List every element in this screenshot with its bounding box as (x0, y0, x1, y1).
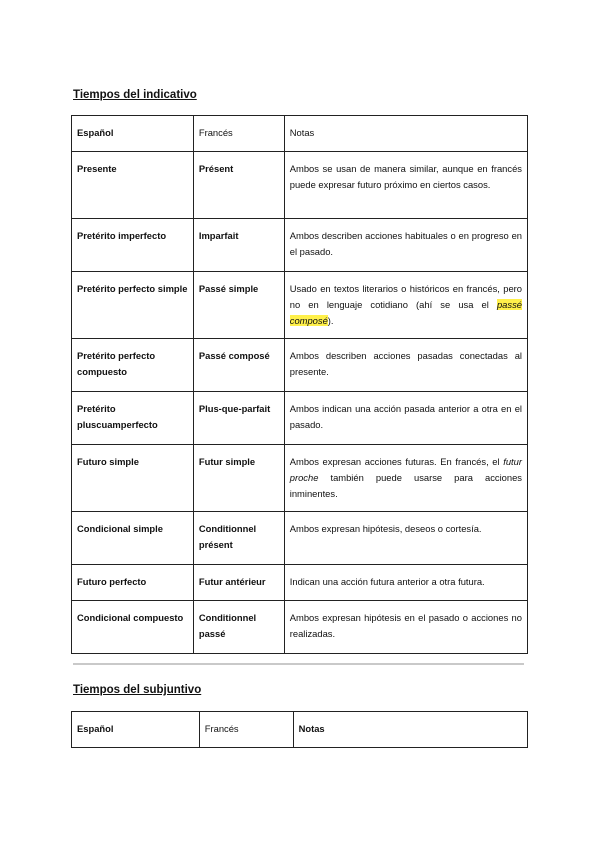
table-row (72, 392, 528, 445)
table-row (72, 152, 528, 219)
cell-notas: Ambos indican una acción pasada anterior a otra en el pasado. (284, 392, 527, 445)
cell-es: Condicional simple (72, 512, 194, 565)
notas-text: Usado en textos literarios o históricos en francés, pero no en lenguaje cotidiano (ahí se usa el (289, 283, 522, 310)
indicativo-table (71, 115, 528, 654)
cell-es: Pretérito pluscuamperfecto (72, 392, 194, 445)
cell-es: Futuro perfecto (72, 565, 194, 601)
header-espanol: Español (72, 712, 200, 748)
table-row (72, 601, 528, 654)
cell-es: Futuro simple (72, 445, 194, 512)
notas-text: también puede usarse para acciones inminentes. (289, 472, 522, 499)
italic-term: futur proche (289, 456, 522, 483)
table-row (72, 445, 528, 512)
indicativo-heading: Tiempos del indicativo (73, 89, 197, 101)
cell-notas: Ambos se usan de manera similar, aunque en francés puede expresar futuro próximo en ciertos casos. (284, 152, 527, 219)
table-row (72, 219, 528, 272)
cell-fr: Passé composé (193, 339, 284, 392)
header-notas: Notas (284, 116, 527, 152)
cell-fr: Conditionnel passé (193, 601, 284, 654)
cell-es: Pretérito imperfecto (72, 219, 194, 272)
subjuntivo-table (71, 711, 528, 748)
cell-notas (284, 445, 527, 512)
cell-notas: Ambos describen acciones pasadas conectadas al presente. (284, 339, 527, 392)
table-header-row (72, 712, 528, 748)
section-divider (73, 663, 524, 665)
table-row (72, 339, 528, 392)
cell-fr: Imparfait (193, 219, 284, 272)
highlighted-term: passé composé (289, 299, 522, 326)
cell-es: Pretérito perfecto compuesto (72, 339, 194, 392)
cell-es: Condicional compuesto (72, 601, 194, 654)
cell-fr: Passé simple (193, 272, 284, 339)
cell-fr: Conditionnel présent (193, 512, 284, 565)
table-row (72, 272, 528, 339)
cell-fr: Plus-que-parfait (193, 392, 284, 445)
table-row (72, 512, 528, 565)
header-espanol: Español (72, 116, 194, 152)
table-header-row (72, 116, 528, 152)
cell-fr: Présent (193, 152, 284, 219)
cell-es: Presente (72, 152, 194, 219)
cell-fr: Futur simple (193, 445, 284, 512)
header-frances: Francés (193, 116, 284, 152)
subjuntivo-heading: Tiempos del subjuntivo (73, 684, 202, 696)
cell-notas: Indican una acción futura anterior a otra futura. (284, 565, 527, 601)
header-notas: Notas (293, 712, 527, 748)
notas-text: ). (327, 315, 334, 326)
cell-notas (284, 272, 527, 339)
table-row (72, 565, 528, 601)
cell-fr: Futur antérieur (193, 565, 284, 601)
cell-notas: Ambos expresan hipótesis, deseos o cortesía. (284, 512, 527, 565)
cell-notas: Ambos expresan hipótesis en el pasado o acciones no realizadas. (284, 601, 527, 654)
notas-text: Ambos expresan acciones futuras. En francés, el (289, 456, 504, 467)
header-frances: Francés (199, 712, 293, 748)
cell-es: Pretérito perfecto simple (72, 272, 194, 339)
cell-notas: Ambos describen acciones habituales o en progreso en el pasado. (284, 219, 527, 272)
